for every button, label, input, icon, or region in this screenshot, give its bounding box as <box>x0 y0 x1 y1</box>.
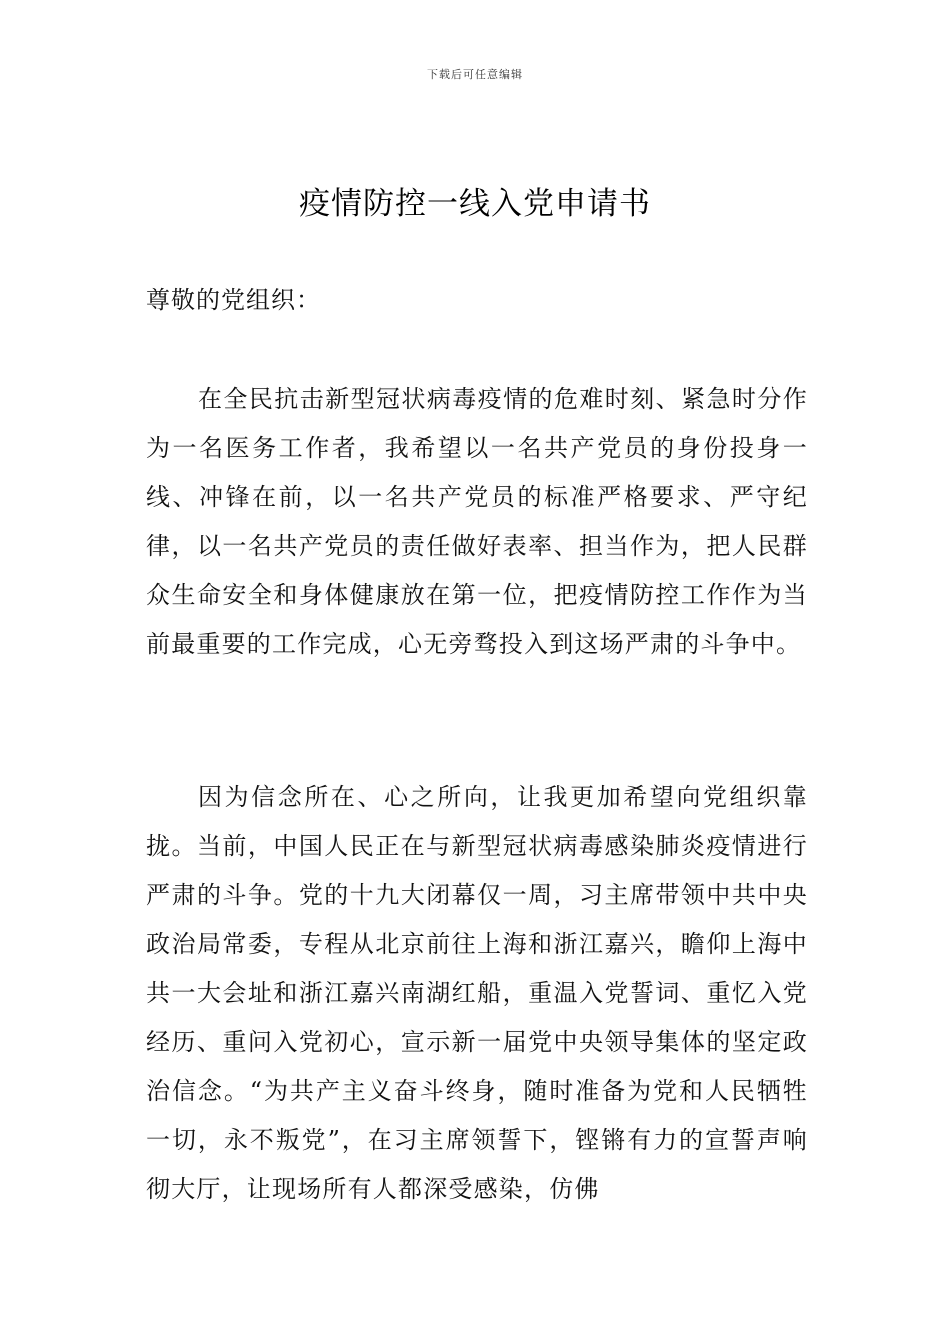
paragraph-text: 因为信念所在、心之所向，让我更加希望向党组织靠拢。当前，中国人民正在与新型冠状病毒感染肺炎疫情进行严肃的斗争。党的十九大闭幕仅一周，习主席带领中共中央政治局常委，专程从北京前往上海和浙江嘉兴，瞻仰上海中共一大会址和浙江嘉兴南湖红船，重温入党誓词、重忆入党经历、重问入党初心，宣示新一届党中央领导集体的坚定政治信念。“为共产主义奋斗终身，随时准备为党和人民牺牲一切，永不叛党”，在习主席领誓下，铿锵有力的宣誓声响彻大厅，让现场所有人都深受感染，仿佛 <box>146 783 808 1203</box>
paragraph-text: 在全民抗击新型冠状病毒疫情的危难时刻、紧急时分作为一名医务工作者，我希望以一名共产党员的身份投身一线、冲锋在前，以一名共产党员的标准严格要求、严守纪律，以一名共产党员的责任做好表率、担当作为，把人民群众生命安全和身体健康放在第一位，把疫情防控工作作为当前最重要的工作完成，心无旁骛投入到这场严肃的斗争中。 <box>146 385 808 658</box>
body-paragraph-1 <box>146 375 808 669</box>
document-title: 疫情防控一线入党申请书 <box>299 186 651 222</box>
salutation: 尊敬的党组织： <box>146 286 321 314</box>
header-note: 下载后可任意编辑 <box>427 68 523 81</box>
body-paragraph-2 <box>146 773 808 1214</box>
